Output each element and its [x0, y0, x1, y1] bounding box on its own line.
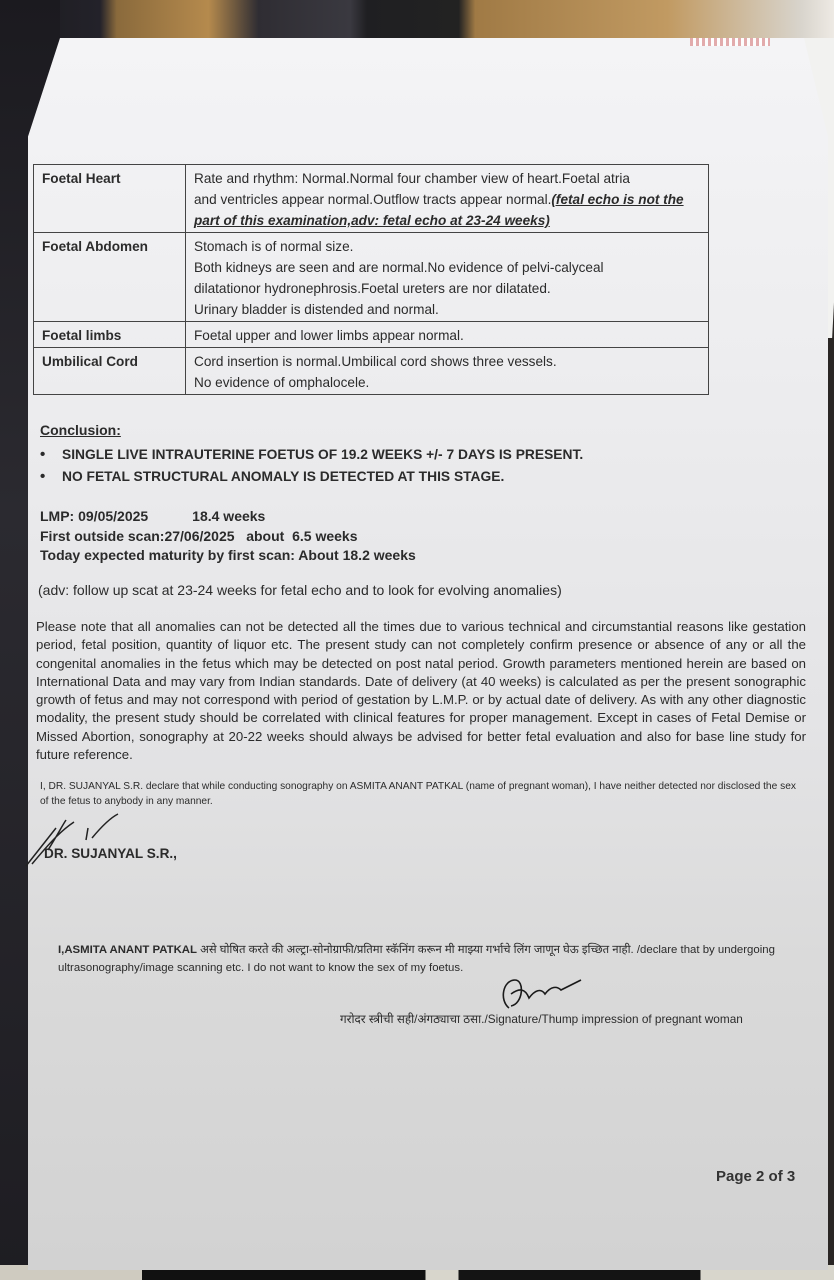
line: Stomach is of normal size. [194, 239, 354, 254]
doctor-name: DR. SUJANYAL S.R., [44, 846, 177, 861]
patient-signature-icon [495, 974, 585, 1014]
table-row [34, 165, 709, 233]
patient-name: I,ASMITA ANANT PATKAL [58, 944, 197, 956]
line: Foetal upper and lower limbs appear normal. [194, 328, 464, 343]
table-row [34, 233, 709, 322]
row-label: Foetal Abdomen [34, 233, 186, 322]
line: and ventricles appear normal.Outflow tracts appear normal. [194, 192, 552, 207]
row-label: Umbilical Cord [34, 348, 186, 395]
line: Rate and rhythm: Normal.Normal four chamber view of heart.Foetal atria [194, 171, 630, 186]
patient-declaration [58, 941, 818, 977]
conclusion-item: • SINGLE LIVE INTRAUTERINE FOETUS OF 19.2 WEEKS +/- 7 DAYS IS PRESENT. [40, 444, 583, 466]
fetal-echo-note: (fetal echo is not the part of this examination,adv: fetal echo at 23-24 weeks) [194, 192, 684, 228]
disclaimer-paragraph: Please note that all anomalies can not be detected all the times due to various technical and circumstantial reasons like gestation period, fetal position, quantity of liquor etc. The present study can not completely confirm presence or absence of any or all the congenital anomalies in the fetus which may be detected on post natal period. Growth parameters mentioned herein are based on International Data and may vary from Indian standards. Date of delivery (at 40 weeks) is calculated as per the present sonographic growth of fetus and may not correspond with period of gestation by L.M.P. or by actual date of delivery. As with any other diagnostic modality, the present study should be correlated with clinical features for proper management. Except in cases of Fetal Demise or Missed Abortion, sonography at 20-22 weeks should always be advised for better fetal evaluation and also for base line study for future reference. [36, 619, 806, 763]
table-row [34, 348, 709, 395]
line: Cord insertion is normal.Umbilical cord shows three vessels. [194, 354, 557, 369]
line: No evidence of omphalocele. [194, 375, 370, 390]
row-value [186, 165, 709, 233]
conclusion-list [40, 444, 583, 487]
row-label: Foetal Heart [34, 165, 186, 233]
lmp-weeks: 18.4 weeks [192, 508, 266, 524]
row-value [186, 233, 709, 322]
row-value [186, 348, 709, 395]
first-scan: First outside scan:27/06/2025 about 6.5 weeks [40, 527, 358, 544]
expected-maturity: Today expected maturity by first scan: About 18.2 weeks [40, 547, 416, 563]
dates-block [40, 507, 416, 566]
row-label: Foetal limbs [34, 322, 186, 348]
conclusion-heading: Conclusion: [40, 422, 121, 438]
signature-label: गरोदर स्त्रीची सही/अंगठ्याचा ठसा./Signature/Thump impression of pregnant woman [340, 1012, 743, 1026]
line: dilatationor hydronephrosis.Foetal ureters are nor dilatated. [194, 281, 551, 296]
table-row [34, 322, 709, 348]
line: Both kidneys are seen and are normal.No evidence of pelvi-calyceal [194, 260, 604, 275]
doctor-declaration: I, DR. SUJANYAL S.R. declare that while conducting sonography on ASMITA ANANT PATKAL (name of pregnant woman), I have neither detected nor disclosed the sex of the fetus to anybody in any manner. [40, 781, 796, 807]
patient-declaration-text: असे घोषित करते की अल्ट्रा-सोनोग्राफी/प्रतिमा स्कॅनिंग करून मी माझ्या गर्भाचे लिंग जाणून घेऊ इच्छित नाही. /declare that by undergoing ultrasonography/image scanning etc. I do not want to know the sex of my foetus. [58, 944, 775, 974]
advice-text: (adv: follow up scat at 23-24 weeks for fetal echo and to look for evolving anomalies) [38, 582, 562, 598]
page-number: Page 2 of 3 [716, 1168, 796, 1185]
findings-table [33, 164, 709, 395]
line: Urinary bladder is distended and normal. [194, 302, 439, 317]
conclusion-item: • NO FETAL STRUCTURAL ANOMALY IS DETECTED AT THIS STAGE. [40, 466, 583, 488]
row-value [186, 322, 709, 348]
lmp-date: LMP: 09/05/2025 [40, 508, 149, 524]
